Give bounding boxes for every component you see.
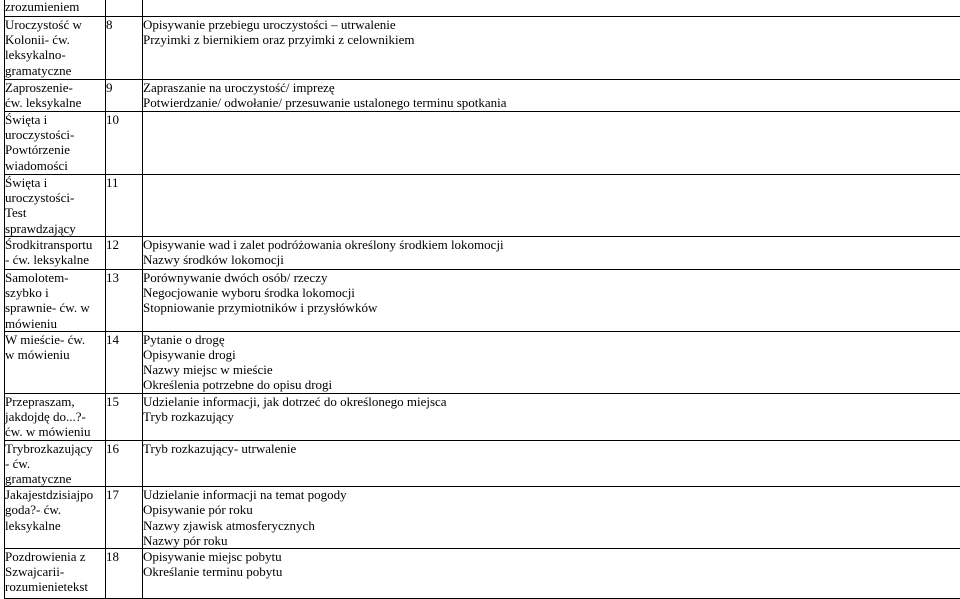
topic-line: Święta i <box>5 112 105 127</box>
description-cell <box>143 440 960 487</box>
table-row <box>5 17 960 80</box>
topic-cell <box>5 331 106 393</box>
topic-line: gramatyczne <box>5 63 105 78</box>
topic-cell <box>5 175 106 237</box>
topic-cell <box>5 549 106 599</box>
description-line: Opisywanie drogi <box>143 347 960 362</box>
description-line: Nazwy zjawisk atmosferycznych <box>143 518 960 533</box>
lesson-number-cell: 14 <box>106 331 143 393</box>
description-line: Tryb rozkazujący <box>143 409 960 424</box>
description-line: Tryb rozkazujący- utrwalenie <box>143 441 960 456</box>
description-cell <box>143 487 960 549</box>
description-line: Stopniowanie przymiotników i przysłówków <box>143 300 960 315</box>
topic-line: gramatyczne <box>5 471 105 486</box>
table-row <box>5 270 960 332</box>
topic-line: Zaproszenie- <box>5 80 105 95</box>
table-row <box>5 0 960 17</box>
topic-line: leksykalno- <box>5 47 105 62</box>
description-line: Pytanie o drogę <box>143 332 960 347</box>
table-row <box>5 112 960 175</box>
table-row <box>5 331 960 393</box>
description-line: Przyimki z biernikiem oraz przyimki z celownikiem <box>143 32 960 47</box>
table-row <box>5 80 960 112</box>
lesson-number-cell: 13 <box>106 270 143 332</box>
lesson-number-cell: 15 <box>106 393 143 440</box>
topic-cell <box>5 440 106 487</box>
topic-cell <box>5 17 106 80</box>
table-row <box>5 549 960 599</box>
topic-line: jakdojdę do...?- <box>5 409 105 424</box>
topic-line: uroczystości- <box>5 127 105 142</box>
topic-cell <box>5 112 106 175</box>
description-line: Określenia potrzebne do opisu drogi <box>143 377 960 392</box>
table-row <box>5 393 960 440</box>
topic-line: uroczystości- <box>5 190 105 205</box>
topic-line: w mówieniu <box>5 347 105 362</box>
description-cell <box>143 270 960 332</box>
topic-cell <box>5 237 106 270</box>
description-line: Negocjowanie wyboru środka lokomocji <box>143 285 960 300</box>
topic-line: ćw. leksykalne <box>5 95 105 110</box>
topic-line: Powtórzenie <box>5 142 105 157</box>
topic-line: W mieście- ćw. <box>5 332 105 347</box>
description-line: Nazwy pór roku <box>143 533 960 548</box>
topic-line: Święta i <box>5 175 105 190</box>
topic-line: zrozumieniem <box>5 0 105 14</box>
lesson-number-cell <box>106 0 143 17</box>
table-row <box>5 237 960 270</box>
description-cell <box>143 17 960 80</box>
lesson-number-cell: 12 <box>106 237 143 270</box>
topic-line: Pozdrowienia z <box>5 549 105 564</box>
description-line: Zapraszanie na uroczystość/ imprezę <box>143 80 960 95</box>
topic-line: Kolonii- ćw. <box>5 32 105 47</box>
description-cell <box>143 393 960 440</box>
table-row <box>5 175 960 237</box>
description-line: Udzielanie informacji, jak dotrzeć do określonego miejsca <box>143 394 960 409</box>
topic-cell <box>5 0 106 17</box>
topic-line: Trybrozkazujący <box>5 441 105 456</box>
description-line: Opisywanie pór roku <box>143 502 960 517</box>
description-cell <box>143 237 960 270</box>
lesson-number-cell: 11 <box>106 175 143 237</box>
description-line: Opisywanie miejsc pobytu <box>143 549 960 564</box>
topic-line: Test <box>5 205 105 220</box>
topic-cell <box>5 80 106 112</box>
description-cell <box>143 0 960 17</box>
lesson-number-cell: 18 <box>106 549 143 599</box>
description-cell <box>143 331 960 393</box>
topic-line: Uroczystość w <box>5 17 105 32</box>
table-row <box>5 440 960 487</box>
topic-line: sprawnie- ćw. w <box>5 300 105 315</box>
topic-line: - ćw. leksykalne <box>5 252 105 267</box>
topic-line: - ćw. <box>5 456 105 471</box>
topic-line: Środkitransportu <box>5 237 105 252</box>
topic-line: sprawdzający <box>5 221 105 236</box>
description-line: Potwierdzanie/ odwołanie/ przesuwanie ustalonego terminu spotkania <box>143 95 960 110</box>
lesson-number-cell: 9 <box>106 80 143 112</box>
topic-line: leksykalne <box>5 518 105 533</box>
description-cell <box>143 549 960 599</box>
topic-line: Jakajestdzisiajpo <box>5 487 105 502</box>
topic-line: goda?- ćw. <box>5 502 105 517</box>
topic-cell <box>5 393 106 440</box>
topic-line: Samolotem- <box>5 270 105 285</box>
description-cell <box>143 175 960 237</box>
topic-line: wiadomości <box>5 158 105 173</box>
topic-line: rozumienietekst <box>5 579 105 594</box>
description-line: Porównywanie dwóch osób/ rzeczy <box>143 270 960 285</box>
topic-line: mówieniu <box>5 316 105 331</box>
description-line: Określanie terminu pobytu <box>143 564 960 579</box>
topic-cell <box>5 487 106 549</box>
topic-line: Szwajcarii- <box>5 564 105 579</box>
topic-cell <box>5 270 106 332</box>
curriculum-table-body <box>5 0 960 599</box>
description-line: Nazwy środków lokomocji <box>143 252 960 267</box>
description-line: Nazwy miejsc w mieście <box>143 362 960 377</box>
topic-line: szybko i <box>5 285 105 300</box>
curriculum-table <box>4 0 960 599</box>
description-cell <box>143 80 960 112</box>
lesson-number-cell: 8 <box>106 17 143 80</box>
table-row <box>5 487 960 549</box>
lesson-number-cell: 10 <box>106 112 143 175</box>
topic-line: ćw. w mówieniu <box>5 424 105 439</box>
description-line: Opisywanie przebiegu uroczystości – utrwalenie <box>143 17 960 32</box>
lesson-number-cell: 17 <box>106 487 143 549</box>
description-cell <box>143 112 960 175</box>
topic-line: Przepraszam, <box>5 394 105 409</box>
description-line: Opisywanie wad i zalet podróżowania określony środkiem lokomocji <box>143 237 960 252</box>
lesson-number-cell: 16 <box>106 440 143 487</box>
description-line: Udzielanie informacji na temat pogody <box>143 487 960 502</box>
